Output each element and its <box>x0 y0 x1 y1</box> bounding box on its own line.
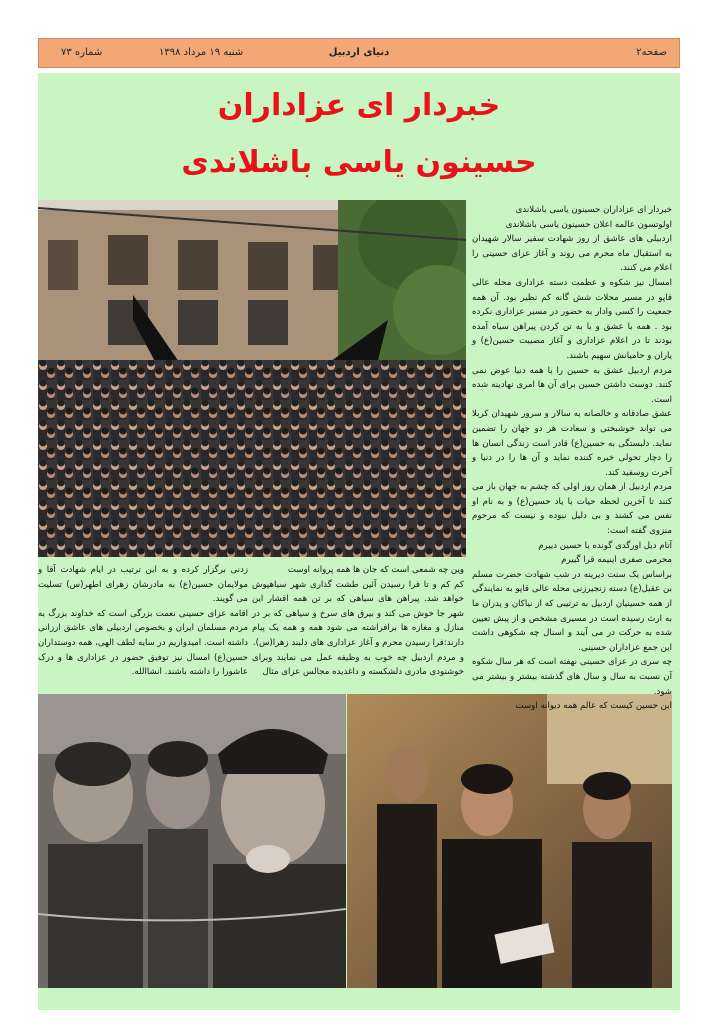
paragraph: مردم اردبیل از همان روز اولی که چشم به جهان باز می کنند تا آخرین لحظه حیات با یاد حسین(ع) و به نام او نفس می کشند و بی دلیل نبوده و نیست که مرحوم منزوی گفته است: <box>472 482 672 537</box>
paragraph: چه سری در عزای حسینی نهفته است که هر سال شکوه آن نسبت به سال و سال های گذشته بیشتر و بیشتر می شود. <box>472 657 672 697</box>
mourner-photo-left <box>38 694 346 988</box>
page-number: صفحه۲ <box>636 47 667 58</box>
article-column-left <box>38 563 248 680</box>
headline-line-2: حسینون یاسی باشلاندی <box>181 145 537 180</box>
paragraph: براساس یک سنت دیرینه در شب شهادت حضرت مسلم بن عقیل(ع) دسته زنجیرزنی محله عالی قاپو به نمایندگی از همه حسینیان اردبیل به ترتیبی که از نیاکان و پدران ما به ارث رسیده است در مسیری مشخص و از پیش تعیین شده به حرکت در می آیند و اسنال چه شکوهی داشت این جمع عزاداران حسینی. <box>472 569 672 653</box>
paragraph: مردم اردبیل عشق به حسین را با همه دنیا عوض نمی کنند. دوست داشتن حسین برای آن ها امری نهادینه شده است. <box>472 365 672 405</box>
newspaper-title: دنیای اردبیل <box>328 47 390 58</box>
page-header <box>38 38 680 68</box>
paragraph: اردبیلی های عاشق از روز شهادت سفیر سالار شهیدان به استقبال ماه محرم می روند و آغاز عزای حسینی را اعلام می کنند. <box>472 234 672 274</box>
procession-photo <box>38 200 466 557</box>
paragraph: و مردم اردبیل چه خوب به وظیفه عمل می نمایند وبرای خوشنودی مادری دلشکسته و داغدیده مجالس عزای مثال <box>252 652 464 678</box>
issue-number: شماره ۷۳ <box>61 47 103 58</box>
poem-line: آتام دیل اورگدی گونده یا حسین دییرم <box>538 540 672 551</box>
paragraph: خبردار ای عزاداران حسینون یاسی باشلاندی <box>515 205 672 215</box>
headline-line-1: خبردار ای عزاداران <box>217 88 501 123</box>
paragraph: عشق صادقانه و خالصانه به سالار و سرور شهیدان کربلا می تواند خوشبختی و سعادت هر دو جهان را تضمین نماید. دلبستگی به حسین(ع) قادر است زندگی انسان ها را دچار تحولی خیره کننده نماید و آن ها را در دنیا و آخرت روسفید کند. <box>472 409 672 478</box>
paragraph: زدنی برگزار کرده و به این ترتیب در ایام شهادت آقا و مولایمان حسین(ع) به مادرشان زهرای اطهر(س) تسلیت می گویند. <box>38 565 248 605</box>
poem-line: محرمی صفری اینیمه قرا گییرم <box>561 555 672 566</box>
paragraph: اولوتسون عالمه اعلان حسینون یاسی باشلاندی <box>505 219 672 230</box>
paragraph: کم کم و تا فرا رسیدن آئین طشت گذاری شهر سیاهپوش خواهد شد. پیراهن های سیاهی که بر تن همه اقشار این شهر جا خوش می کند و بیرق های سرخ و سیاهی که بر در منازل و مغازه ها برافراشته می شود همه و همه یک پیام دارند:فرا رسیدن محرم و آغاز عزاداری های دلبند زهرا(س). <box>252 579 464 648</box>
mourners-photo-right <box>347 694 672 988</box>
article-column-middle <box>252 563 464 680</box>
poem-line: این حسین کیست که عالم همه دیوانه اوست <box>515 701 672 712</box>
article-column-right <box>472 203 672 714</box>
issue-date: شنبه ۱۹ مرداد ۱۳۹۸ <box>159 47 244 58</box>
poem-line: وین چه شمعی است که جان ها همه پروانه اوست <box>287 565 464 575</box>
paragraph: امسال نیز شکوه و عظمت دسته عزاداری محله عالی قاپو در مسیر محلات شش گانه کم نظیر بود. آن همه جمعیت را کسی وادار به حضور در مسیر عزاداری نکرده بود . همه با عشق و با به تن کردن پیراهن سیاه آمده بودند تا در اعلام عزاداری و آغاز مصیبت حسین(ع) و یاران و حامیانش سهیم باشند. <box>472 277 672 361</box>
paragraph: اقامه عزای حسینی نعمت بزرگی است که خداوند بزرگ به مردم مسلمان ایران و بخصوص اردبیلی های عاشق ارزانی داشته است. امیدواریم در سایه لطف الهی، همه دوستداران حسین(ع) امسال نیز توفیق حضور در عزاداری ها و درک عاشورا را داشته باشند. انشاالله. <box>37 608 248 678</box>
